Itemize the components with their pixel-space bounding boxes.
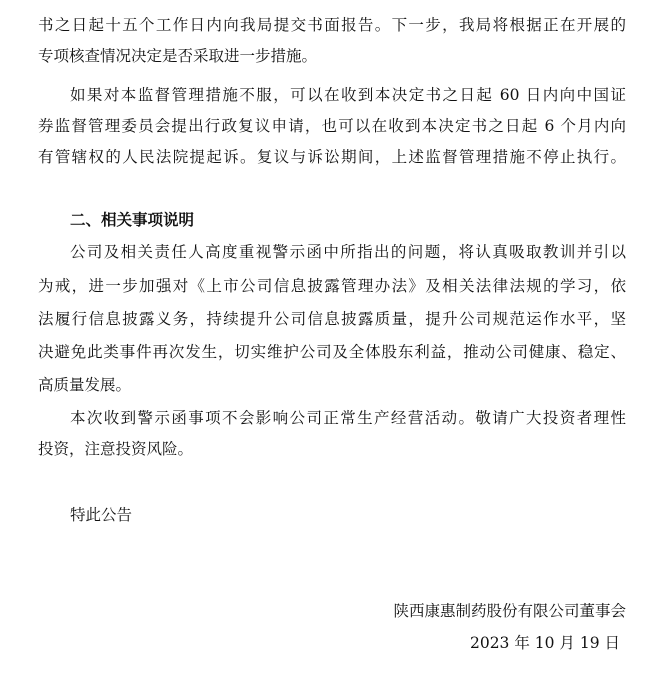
paragraph-line: 专项核查情况决定是否采取进一步措施。 [38,47,318,65]
paragraph-line: 投资，注意投资风险。 [38,440,194,458]
closing-text: 特此公告 [70,506,133,524]
paragraph-line: 本次收到警示函事项不会影响公司正常生产经营活动。敬请广大投资者理性 [70,409,626,427]
section-heading: 二、相关事项说明 [70,211,195,229]
paragraph-line: 有管辖权的人民法院提起诉。复议与诉讼期间，上述监督管理措施不停止执行。 [38,148,626,166]
paragraph-line: 券监督管理委员会提出行政复议申请，也可以在收到本决定书之日起 6 个月内向 [38,117,626,135]
signature: 陕西康惠制药股份有限公司董事会 [393,602,626,620]
paragraph-line: 决避免此类事件再次发生，切实维护公司及全体股东利益，推动公司健康、稳定、 [38,343,626,361]
paragraph-line: 法履行信息披露义务，持续提升公司信息披露质量，提升公司规范运作水平，坚 [38,310,626,328]
paragraph-line: 书之日起十五个工作日内向我局提交书面报告。下一步，我局将根据正在开展的 [38,16,626,34]
paragraph-line: 高质量发展。 [38,376,132,394]
date: 2023 年 10 月 19 日 [469,634,620,652]
paragraph-line: 公司及相关责任人高度重视警示函中所指出的问题，将认真吸取教训并引以 [70,243,626,261]
paragraph-line: 为戒，进一步加强对《上市公司信息披露管理办法》及相关法律法规的学习，依 [38,277,626,295]
paragraph-line: 如果对本监督管理措施不服，可以在收到本决定书之日起 60 日内向中国证 [70,86,626,104]
